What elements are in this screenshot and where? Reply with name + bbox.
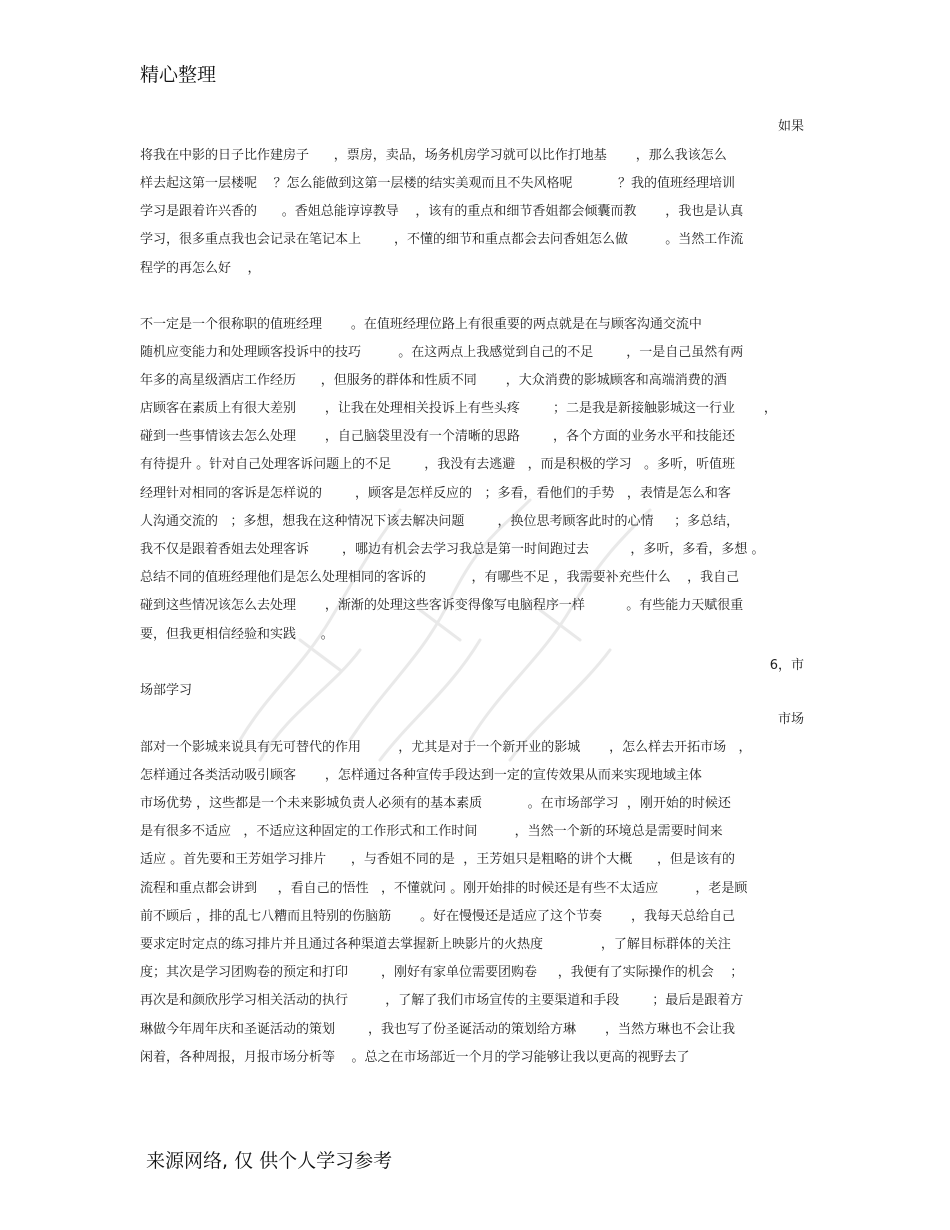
text-line: 琳做今年周年庆和圣诞活动的策划 ，我也写了份圣诞活动的策划给方琳 ，当然方琳也不会让我 xyxy=(140,1022,735,1037)
text-line: 适应 。首先要和王芳姐学习排片 ，与香姐不同的是 ，王芳姐只是粗略的讲个大概 ，但是该有的 xyxy=(140,852,735,867)
text-line: 将我在中影的日子比作建房子 ，票房，卖品，场务机房学习就可以比作打地基 ，那么我该怎么 xyxy=(140,148,727,163)
text-line: 样去起这第一层楼呢 ？怎么能做到这第一层楼的结实美观而且不失风格呢 ？我的值班经理培训 xyxy=(140,176,735,191)
section-number: 6，市 xyxy=(769,658,804,673)
text-line: 闲着，各种周报，月报市场分析等 。总之在市场部近一个月的学习能够让我以更高的视野去了 xyxy=(140,1050,690,1065)
text-line: 有待提升 。针对自己处理客诉问题上的不足 ，我没有去逃避 ，而是积极的学习 。多听，听值班 xyxy=(140,457,735,472)
text-line: 碰到一些事情该去怎么处理 ，自己脑袋里没有一个清晰的思路 ，各个方面的业务水平和技能还 xyxy=(140,429,735,444)
text-line: 部对一个影城来说具有无可替代的作用 ，尤其是对于一个新开业的影城 ，怎么样去开拓市场 ， xyxy=(140,740,752,755)
text-line: 市场优势 ，这些都是一个未来影城负责人必须有的基本素质 。在市场部学习 ，刚开始的时候还 xyxy=(140,796,731,811)
text-line: 要求定时定点的练习排片并且通过各种渠道去掌握新上映影片的火热度 ，了解目标群体的关注 xyxy=(140,937,731,952)
text-line: 是有很多不适应 ，不适应这种固定的工作形式和工作时间 ，当然一个新的环境总是需要时间来 xyxy=(140,824,723,839)
text-line: 学习，很多重点我也会记录在笔记本上 ，不懂的细节和重点都会去问香姐怎么做 。当然工作流 xyxy=(140,232,744,247)
text-line: 经理针对相同的客诉是怎样说的 ，顾客是怎样反应的 ；多看，看他们的手势 ，表情是怎么和客 xyxy=(140,486,731,501)
text-line: 人沟通交流的 ；多想，想我在这种情况下该去解决问题 ，换位思考顾客此时的心情 ；多总结， xyxy=(140,514,740,529)
text-line: 店顾客在素质上有很大差别 ，让我在处理相关投诉上有些头疼 ；二是我是新接触影城这一行业 ， xyxy=(140,401,777,416)
text-line: 流程和重点都会讲到 ，看自己的悟性 ，不懂就问 。刚开始排的时候还是有些不太适应 ，老是顾 xyxy=(140,881,748,896)
section-heading: 场部学习 xyxy=(140,683,193,698)
text-line: 学习是跟着许兴香的 。香姐总能谆谆教导 ，该有的重点和细节香姐都会倾囊而教 ，我也是认真 xyxy=(140,204,744,219)
text-line: 度；其次是学习团购卷的预定和打印 ，刚好有家单位需要团购卷 ，我便有了实际操作的机会 ； xyxy=(140,965,744,980)
text-line: 年多的高星级酒店工作经历 ，但服务的群体和性质不同 ，大众消费的影城顾客和高端消费的酒 xyxy=(140,373,727,388)
text-line: 随机应变能力和处理顾客投诉中的技巧 。在这两点上我感觉到自己的不足 ，一是自己虽然有两 xyxy=(140,345,744,360)
text-line: 碰到这些情况该怎么去处理 ，渐渐的处理这些客诉变得像写电脑程序一样 。有些能力天赋很重 xyxy=(140,598,744,613)
text-line: 再次是和颜欣彤学习相关活动的执行 ，了解了我们市场宣传的主要渠道和手段 ；最后是跟着方 xyxy=(140,993,744,1008)
text-line: 程学的再怎么好 ， xyxy=(140,261,261,276)
page-header-title: 精心整理 xyxy=(140,64,217,86)
text-line: 前不顾后 ，排的乱七八糟而且特别的伤脑筋 。好在慢慢还是适应了这个节奏 ，我每天总给自己 xyxy=(140,909,735,924)
text-line: 我不仅是跟着香姐去处理客诉 ，哪边有机会去学习我总是第一时间跑过去 ，多听，多看，多想 。 xyxy=(140,542,765,557)
footer-note: 来源网络, 仅 供个人学习参考 xyxy=(146,1150,393,1172)
text-line: 怎样通过各类活动吸引顾客 ，怎样通过各种宣传手段达到一定的宣传效果从而来实现地域主体 xyxy=(140,768,702,783)
text-line: 市场 xyxy=(777,712,804,727)
text-line: 不一定是一个很称职的值班经理 。在值班经理位路上有很重要的两点就是在与顾客沟通交流中 xyxy=(140,317,702,332)
text-line: 如果 xyxy=(777,119,804,134)
text-line: 总结不同的值班经理他们是怎么处理相同的客诉的 ，有哪些不足 ，我需要补充些什么 ，我自己 xyxy=(140,570,740,585)
text-line: 要，但我更相信经验和实践 。 xyxy=(140,627,334,642)
